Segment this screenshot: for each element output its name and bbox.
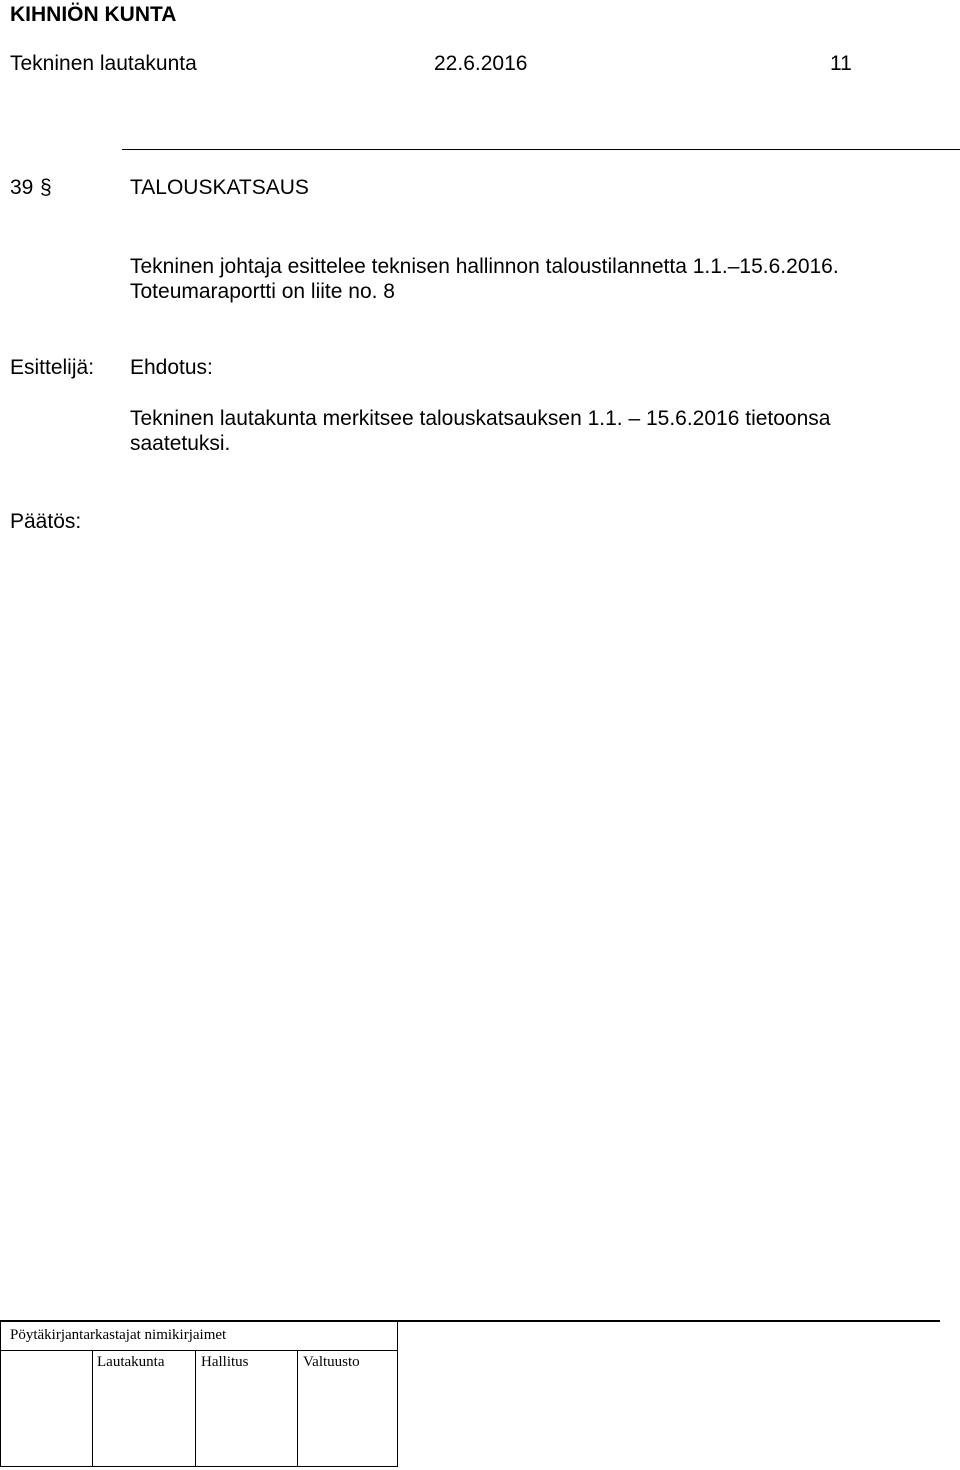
section-title: TALOUSKATSAUS xyxy=(130,176,309,199)
column-label-board: Lautakunta xyxy=(97,1354,165,1370)
decision-label: Päätös: xyxy=(10,510,82,533)
municipality-name: KIHNIÖN KUNTA xyxy=(10,3,177,26)
table-top-line-left xyxy=(0,1320,398,1322)
column-divider-1 xyxy=(92,1350,93,1467)
column-label-council: Valtuusto xyxy=(303,1354,360,1370)
page-number: 11 xyxy=(830,52,852,75)
intro-line-2: Toteumaraportti on liite no. 8 xyxy=(130,280,395,303)
table-row-divider xyxy=(0,1350,398,1351)
proposal-label: Ehdotus: xyxy=(130,356,213,379)
column-divider-3 xyxy=(297,1350,298,1467)
table-bottom-line xyxy=(0,1466,398,1467)
table-top-line-right xyxy=(398,1320,940,1322)
section-symbol: § xyxy=(40,176,52,199)
board-name: Tekninen lautakunta xyxy=(10,52,197,75)
table-left-border xyxy=(0,1320,1,1467)
reviewers-label: Pöytäkirjantarkastajat nimikirjaimet xyxy=(10,1327,227,1343)
intro-line-1: Tekninen johtaja esittelee teknisen hallinnon taloustilannetta 1.1.–15.6.2016. xyxy=(130,255,839,278)
column-label-government: Hallitus xyxy=(201,1354,249,1370)
table-right-border xyxy=(397,1320,398,1467)
column-divider-2 xyxy=(195,1350,196,1467)
presenter-label: Esittelijä: xyxy=(10,356,95,379)
meeting-date: 22.6.2016 xyxy=(434,52,528,75)
section-number: 39 xyxy=(10,176,34,199)
proposal-text-line-1: Tekninen lautakunta merkitsee talouskatsauksen 1.1. – 15.6.2016 tietoonsa xyxy=(130,407,831,430)
proposal-text-line-2: saatetuksi. xyxy=(130,432,231,455)
header-divider xyxy=(122,149,960,150)
signature-table xyxy=(0,1320,960,1470)
